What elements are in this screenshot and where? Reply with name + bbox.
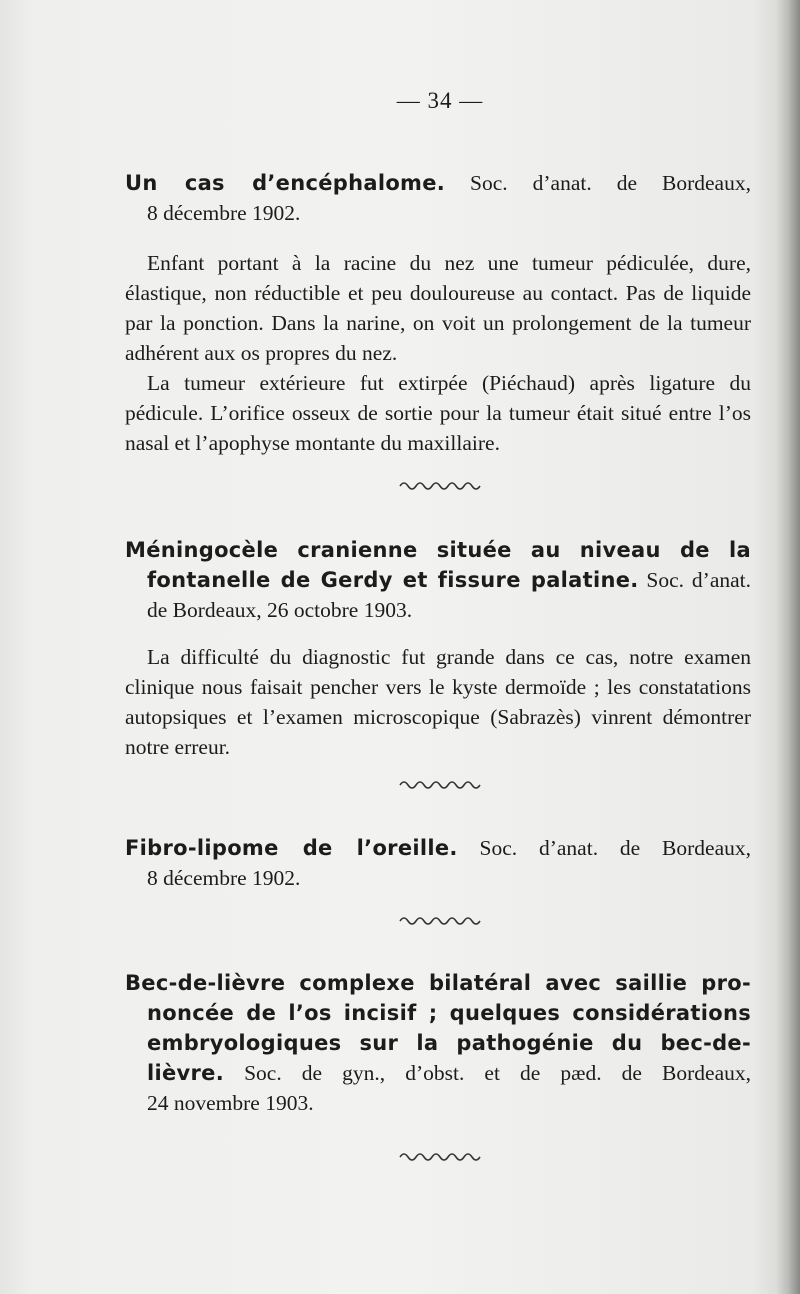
entry-title: Un cas d’encéphalome. bbox=[125, 171, 446, 195]
entry-citation-continued: 24 novembre 1903. bbox=[147, 1091, 314, 1115]
entry-title-continued: embryologiques sur la pathogénie du bec-de- bbox=[147, 1031, 751, 1055]
wavy-separator-icon bbox=[398, 479, 482, 493]
entry-title-continued: lièvre. bbox=[147, 1061, 225, 1085]
entry-title-continued: noncée de l’os incisif ; quelques considérations bbox=[147, 1001, 751, 1025]
entry-citation: Soc. de gyn., d’obst. et de pæd. de Bordeaux, bbox=[224, 1061, 751, 1085]
wavy-separator-icon bbox=[398, 1150, 482, 1164]
entry-title: Méningocèle cranienne située au niveau de la bbox=[125, 538, 751, 562]
entry-encephalome bbox=[125, 168, 751, 228]
entry-bec-de-lievre bbox=[125, 968, 751, 1118]
entry-title-line bbox=[125, 833, 751, 863]
entry-title-continued: fontanelle de Gerdy et fissure palatine. bbox=[147, 568, 639, 592]
entry-title-line bbox=[125, 968, 751, 998]
entry-meningocele bbox=[125, 535, 751, 625]
entry-citation-continued: 8 décembre 1902. bbox=[147, 866, 301, 890]
entry-title-line bbox=[125, 565, 751, 595]
entry-fibro-lipome bbox=[125, 833, 751, 893]
entry-title-line bbox=[125, 1058, 751, 1088]
entry-paragraph: La tumeur extérieure fut extirpée (Piéchaud) après ligature du pédicule. L’orifice osseux de sortie pour la tumeur était situé entre l’os nasal et l’apophyse montante du maxillaire. bbox=[125, 371, 751, 455]
entry-citation: Soc. d’anat. bbox=[638, 568, 751, 592]
book-spine-shadow bbox=[776, 0, 800, 1294]
entry-title-line bbox=[125, 535, 751, 565]
entry-body-encephalome bbox=[125, 248, 751, 458]
entry-citation-continued: de Bordeaux, 26 octobre 1903. bbox=[147, 598, 413, 622]
wavy-separator-icon bbox=[398, 914, 482, 928]
page-number: — 34 — bbox=[396, 88, 484, 113]
entry-paragraph: La difficulté du diagnostic fut grande dans ce cas, notre examen clinique nous faisait pencher vers le kyste dermoïde ; les constatations autopsiques et l’examen microscopique (Sabrazès) vinrent démontrer notre erreur. bbox=[125, 645, 751, 759]
entry-body-meningocele bbox=[125, 642, 751, 762]
entry-paragraph: Enfant portant à la racine du nez une tumeur pédiculée, dure, élastique, non réductible et peu douloureuse au contact. Pas de liquide par la ponction. Dans la narine, on voit un prolongement de la tumeur adhérent aux os propres du nez. bbox=[125, 251, 751, 365]
entry-title-line bbox=[125, 1028, 751, 1058]
entry-citation: Soc. d’anat. de Bordeaux, bbox=[457, 836, 751, 860]
entry-citation-continued: 8 décembre 1902. bbox=[147, 201, 301, 225]
entry-title: Bec-de-lièvre complexe bilatéral avec saillie pro- bbox=[125, 971, 751, 995]
wavy-separator-icon bbox=[398, 778, 482, 792]
entry-title-line bbox=[125, 168, 751, 198]
entry-title: Fibro-lipome de l’oreille. bbox=[125, 836, 458, 860]
entry-citation: Soc. d’anat. de Bordeaux, bbox=[445, 171, 751, 195]
entry-title-line bbox=[125, 998, 751, 1028]
